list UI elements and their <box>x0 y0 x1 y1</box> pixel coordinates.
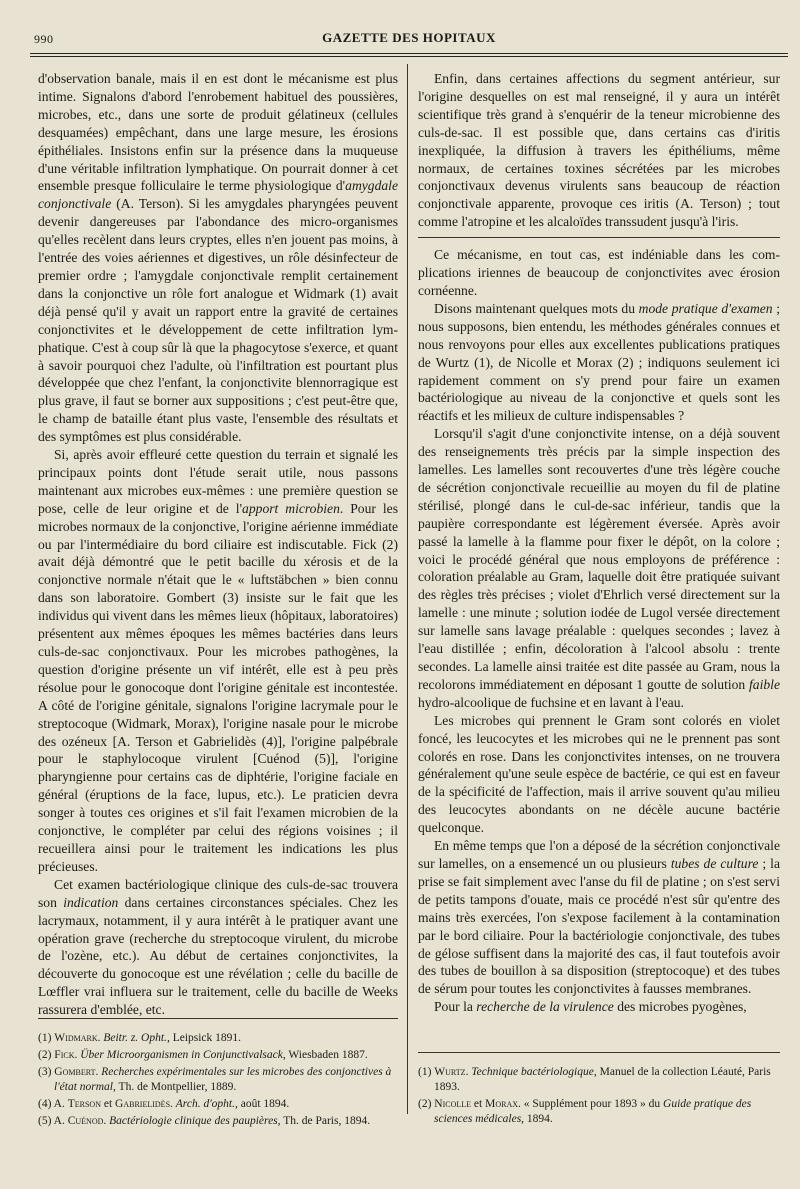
text-run: d'observation banale, mais il en est dont le mécanisme est plus intime. Signalons d'abord l'enrobement habituel des poussières, microbes, etc., dans une sorte de produit gélatineux (cellules desquamées) empêchant, dans une large mesure, les érosions épithéliales. Insistons enfin sur la présence dans la muqueuse d'une véritable infiltration lymphatique. On pourrait donner à cet ensemble presque folliculaire le terme physiologique d' <box>38 71 398 194</box>
text-run: . <box>74 1049 81 1061</box>
text-run: (2) <box>418 1098 435 1110</box>
italic-text: indication <box>63 894 119 910</box>
footnotes-right <box>418 1052 780 1129</box>
text-run: Lorsqu'il s'agit d'une conjonctivite intense, on a déjà souvent des renseignements très précis par la simple inspection des lamelles. Les lamelles sont recouvertes d'une très légère couche de sécrétion conjonctivale recueillie au moyen du fil de platine stérilisé, plongé dans le cul-de-sac inférieur, tandis que la paupière correspondante est légèrement éversée. Après avoir passé la lamelle à la flamme pour fixer le dépôt, on la colore ; voici le procédé général que nous employons de préférence : coloration préalable au Gram, laquelle doit être pratiquée suivant des règles très précises ; violet d'Ehrlich versé directement sur la lamelle : une minute ; solution iodée de Lugol versée directement sur lamelle sans lavage préalable : quelques secondes ; lavez à l'eau distillée ; enfin, décoloration à l'alcool absolu : trente secondes. La lamelle ainsi traitée est dite passée au Gram, nous la recolorons immédiatement en déposant 1 goutte de solution <box>418 426 780 692</box>
italic-text: Über Microorganismen in Conjunctivalsack <box>80 1049 283 1061</box>
text-run: ; la prise se fait simplement avec l'anse du fil de platine ; on s'est servi de petits tampons d'ouate, mais ce procédé n'est sûr qu'entre des mains très exercées, l'on s'expose facilement à la contamination par le bord ciliaire. Pour la bactériologie conjonctivale, des tubes de gélose suffisent dans la majorité des cas, il faut toutefois avoir des tubes de bouillon à sa disposition (streptocoque) et des tubes de sérum pour toutes les conjonctivites à fausses membranes. <box>418 855 780 997</box>
text-run: Ce mécanisme, en tout cas, est indéniable dans les complications iriennes de beaucoup de conjonctivites avec érosion cornéenne. <box>418 247 780 298</box>
text-run: , août 1894. <box>235 1098 290 1110</box>
text-run: . <box>465 1066 472 1078</box>
text-run: et <box>100 1098 116 1110</box>
italic-text: Bactériologie clinique des paupières <box>109 1115 278 1127</box>
footnote <box>38 1065 398 1095</box>
footnote <box>418 1097 780 1127</box>
paragraph <box>418 837 780 998</box>
text-run: , Leipsick 1891. <box>166 1032 242 1044</box>
footnote <box>418 1065 780 1095</box>
paragraph <box>418 300 780 425</box>
italic-text: Technique bactériologique <box>471 1066 594 1078</box>
italic-text: amygdale conjonctivale <box>38 178 398 212</box>
header-rule <box>30 53 788 54</box>
text-run: , Wiesbaden 1887. <box>282 1049 368 1061</box>
text-run: , Manuel de la collection Léauté, Paris 1893. <box>434 1066 771 1093</box>
text-run: hydro-alcoolique de fuchsine et en lavant à l'eau. <box>418 694 684 710</box>
paragraph <box>418 70 780 231</box>
text-run: , 1894. <box>521 1113 553 1125</box>
text-run: (1) <box>418 1066 435 1078</box>
author-name: Gabrielidès <box>115 1098 171 1110</box>
italic-text: Beitr. z. Opht. <box>103 1032 167 1044</box>
author-name: Cuénod <box>67 1115 104 1127</box>
text-run: des microbes pyogènes, <box>613 999 747 1015</box>
text-run: (3) <box>38 1066 55 1078</box>
author-name: Wurtz <box>434 1066 466 1078</box>
footnote-rule <box>38 1018 398 1019</box>
italic-text: tubes de culture <box>670 855 759 871</box>
text-run: Pour la <box>434 999 477 1015</box>
italic-text: Arch. d'opht. <box>175 1098 235 1110</box>
paragraph <box>38 446 398 876</box>
paragraph <box>418 712 780 837</box>
italic-text: mode pratique d'examen <box>638 300 773 316</box>
text-run: dans certaines circonstances spéciales. Chez les lacrymaux, notamment, il y aura intérêt à le pratiquer avant une opération grave (recherche du streptocoque virulent, du microbe de l'ozène, etc.). Au début de certaines conjonctivites, la découverte du gonocoque est une révélation ; celle du bacille de Lœffler vrai influera sur le traitement, celle du bacille de Weeks rassurera d'emblée, etc. <box>38 894 398 1018</box>
italic-text: recherche de la virulence <box>476 999 614 1015</box>
text-run: , Th. de Paris, 1894. <box>277 1115 371 1127</box>
paragraph <box>38 70 398 446</box>
text-run: . Pour les microbes normaux de la conjonctive, l'origine aérienne immédiate ou par l'intermédiaire du bord ciliaire est indiscutable. Fick (2) avait déjà démontré que le petit bacille du xérosis et de la conjonctive normale n'était que le « luftstäbchen » bien connu dans son laboratoire. Gombert (3) insiste sur le fait que les individus qui vivent dans les mêmes lieux (hôpitaux, laboratoires) présentent aux mêmes époques les mêmes bactéries dans leurs culs-de-sac conjonctivaux. Pour les microbes pathogènes, la question d'origine présente un vif intérêt, elle est à peu près résolue pour le gonocoque dont l'origine génitale est incontestée. A côté de l'origine génitale, signalons l'origine lacrymale pour le streptocoque (Widmark, Morax), l'origine nasale pour le microbe des ozéneux [A. Terson et Gabrielidès (4)], l'origine palpébrale pour le staphylocoque virulent [Cuénod (5)], l'origine pharyngienne pour certains cas de diphtérie, l'origine faciale en général (éruptions de la face, lupus, etc.). Le praticien devra songer à toutes ces origines et s'il fait l'examen microbien de la conjonctive, le compléter par celui des régions voisines ; il recueillera ainsi pour le traitement les indications les plus précieuses. <box>38 500 398 874</box>
text-run: Les microbes qui prennent le Gram sont colorés en violet foncé, les leucocytes et les microbes qui ne le prennent pas sont colorés en rose. Dans les conjonctivites intenses, on ne trouvera généralement qu'une seule espèce de bactérie, ce qui est en faveur de la spécificité de l'affection, mais il arrive souvent qu'au milieu des leucocytes abondants on ne décèle aucune bactérie quelconque. <box>418 712 780 836</box>
italic-text: apport microbien <box>242 500 340 516</box>
paragraph <box>418 425 780 712</box>
text-run: . <box>95 1066 102 1078</box>
section-rule <box>418 237 780 238</box>
text-run: (4) A. <box>38 1098 68 1110</box>
author-name: Nicolle <box>434 1098 472 1110</box>
header-rule-double <box>30 56 788 57</box>
text-run: Cet examen bactériologique clinique des culs-de-sac trouvera son <box>38 876 398 910</box>
author-name: Gombert <box>54 1066 96 1078</box>
text-run: , Th. de Montpellier, 1889. <box>113 1081 237 1093</box>
text-run: ; nous supposons, bien entendu, les méthodes générales connues et nous renvoyons pour elles aux excellentes publications pratiques de Wurtz (1), de Nicolle et Morax (2) ; indiquons seulement ici rapidement comment on s'y prend pour faire un examen bactériologique au niveau de la conjonctive et quels sont les réactifs et les milieux de culture indispensables ? <box>418 300 780 424</box>
footnote <box>38 1031 398 1046</box>
right-column <box>418 70 780 1016</box>
text-run: (5) A. <box>38 1115 68 1127</box>
author-name: Widmark <box>54 1032 98 1044</box>
text-run: (1) <box>38 1032 55 1044</box>
text-run: . <box>170 1098 176 1110</box>
page-number: 990 <box>34 32 54 46</box>
text-run: Enfin, dans certaines affections du segment antérieur, sur l'origine desquelles on est mal renseigné, il y aura un intérêt scientifique très grand à s'enquérir de la teneur microbienne des culs-de-sac. Il est possible que, dans certains cas d'iritis inexpliquée, la diffusion à travers les épithéliums, même normaux, de certaines toxines sécrétées par les microbes conjonctivaux devenus virulents sans beaucoup de réaction conjonctivale apparente, provoque ces iritis (A. Terson) ; tout comme l'atropine et les alcaloïdes transsudent jusqu'à l'iris. <box>418 71 780 230</box>
author-name: Morax <box>485 1098 519 1110</box>
column-divider <box>407 64 408 1114</box>
text-run: . <box>103 1115 110 1127</box>
footnote-rule <box>418 1052 780 1053</box>
italic-text: faible <box>749 676 780 692</box>
text-run: (2) <box>38 1049 55 1061</box>
italic-text: Recherches expérimentales sur les microbes des conjonctives à l'état normal <box>54 1066 392 1093</box>
text-run: (A. Terson). Si les amygdales pharyngées peuvent devenir dangereuses par l'abondance des micro-organismes qu'elles recèlent dans leurs cryptes, elles n'en jouent pas moins, à l'entrée des voies aériennes et digestives, un rôle désinfecteur de premier ordre ; l'amygdale conjonctivale remplit certainement dans la conjonctive un rôle fort analogue et Widmark (1) avait déjà pensé qu'il y avait un rapport entre la gravité de certaines conjonctivites et le développement de cette infiltration lymphatique. C'est à coup sûr là que la phagocytose s'exerce, et quant à savoir pourquoi chez l'adulte, où l'infiltration est pourtant plus développée que chez l'enfant, la conjonctivite blennorragique est plus grave, il faut se borner aux suppositions ; c'est peut-être que, le champ de bataille étant plus vaste, l'ensemble des résultats et des symptômes est plus considérable. <box>38 196 398 445</box>
text-run: . « Supplément pour 1893 » du <box>518 1098 664 1110</box>
paragraph <box>418 998 780 1016</box>
footnote <box>38 1097 398 1112</box>
text-run: En même temps que l'on a déposé de la sécrétion conjonctivale sur lamelles, on a ensemencé un ou plusieurs <box>418 838 780 871</box>
author-name: Fick <box>54 1049 75 1061</box>
author-name: Terson <box>67 1098 101 1110</box>
text-run: . <box>97 1032 104 1044</box>
journal-title: GAZETTE DES HOPITAUX <box>322 30 496 45</box>
italic-text: Guide pratique des sciences médicales <box>434 1098 752 1125</box>
text-run: Disons maintenant quelques mots du <box>434 300 639 316</box>
footnotes-left <box>38 1018 398 1131</box>
page-header <box>34 30 784 52</box>
text-run: et <box>471 1098 486 1110</box>
left-column <box>38 70 398 1019</box>
footnote <box>38 1114 398 1129</box>
paragraph <box>38 876 398 1019</box>
paragraph <box>418 246 780 300</box>
footnote <box>38 1048 398 1063</box>
text-run: Si, après avoir effleuré cette question du terrain et signalé les principaux points dont l'étude serait utile, nous passons maintenant aux microbes eux-mêmes : une première question se pose, celle de leur origine et de l' <box>38 447 398 516</box>
